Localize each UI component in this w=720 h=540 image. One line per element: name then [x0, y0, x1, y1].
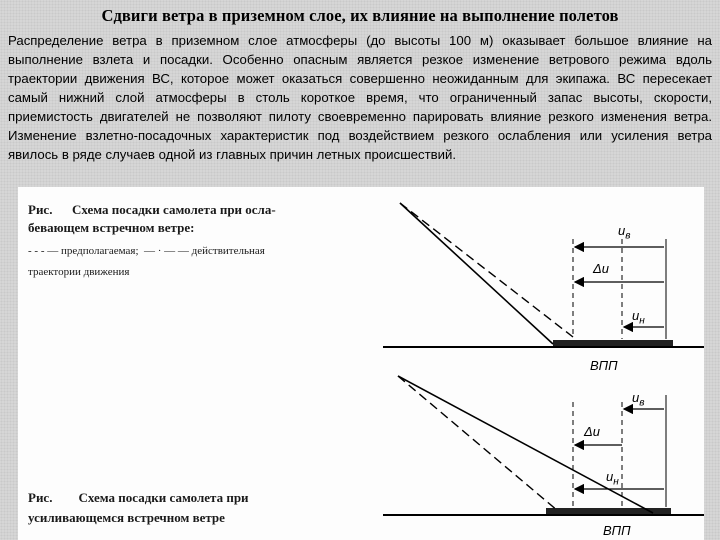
top-diagram: [383, 203, 704, 347]
top-label-lower-main: u: [632, 308, 640, 323]
legend-actual-label: — действительная: [177, 245, 265, 257]
bottom-runway-label: ВПП: [603, 523, 631, 538]
bottom-label-upper-main: u: [632, 390, 640, 405]
bottom-caption-prefix: Рис.: [28, 490, 53, 505]
body-paragraph: Распределение ветра в приземном слое атмосферы (до высоты 100 м) оказывает большое влияние на выполнение взлета и посадки. Особенно опасным является резкое изменение ветрового режима вдоль траектории движения ВС, которое может оказаться совершенно неожиданным для экипажа. ВС пересекает самый нижний слой атмосферы в столь короткое время, что ограниченный запас высоты, скорости, приемистость двигателей не позволяют пилоту своевременно парировать влияние резкого изменения ветра. Изменение взлетно-посадочных характеристик под воздействием резкого ослабления или усиления ветра явилось в ряде случаев одной из главных причин летных происшествий.: [8, 33, 712, 162]
legend-dash-actual: — · —: [141, 245, 176, 257]
top-runway: [553, 340, 673, 346]
bottom-label-delta: Δu: [584, 424, 600, 439]
bottom-label-lower-sub: н: [613, 476, 619, 488]
top-label-upper-main: u: [618, 223, 626, 238]
top-runway-label: ВПП: [590, 358, 618, 373]
top-label-delta: Δu: [593, 261, 609, 276]
page-title: Сдвиги ветра в приземном слое, их влияние на выполнение полетов: [101, 6, 619, 25]
bottom-label-upper-sub: в: [639, 397, 645, 409]
bottom-label-lower: [606, 469, 619, 488]
top-planned-path: [400, 203, 573, 337]
bottom-diagram: [383, 376, 704, 515]
top-label-lower: [632, 308, 645, 327]
top-caption-line2: бевающем встречном ветре:: [28, 220, 195, 235]
bottom-planned-path: [398, 376, 558, 511]
bottom-label-lower-main: u: [606, 469, 614, 484]
top-label-upper: [618, 223, 630, 242]
bottom-caption-text: Схема посадки самолета при: [78, 490, 249, 505]
legend-dash-planned: - - -: [28, 245, 45, 257]
top-caption-prefix: Рис.: [28, 202, 53, 217]
figure-scan: [18, 187, 704, 540]
top-label-upper-sub: в: [625, 230, 631, 242]
top-actual-path: [400, 203, 553, 344]
bottom-label-upper: [632, 390, 644, 409]
legend-planned-label: — предполагаемая;: [47, 245, 139, 257]
top-label-lower-sub: н: [639, 315, 645, 327]
bottom-caption-line2: усиливающемся встречном ветре: [28, 510, 225, 525]
top-caption-text: Схема посадки самолета при осла-: [71, 202, 276, 217]
top-caption-legend-line2: траектории движения: [28, 266, 130, 278]
